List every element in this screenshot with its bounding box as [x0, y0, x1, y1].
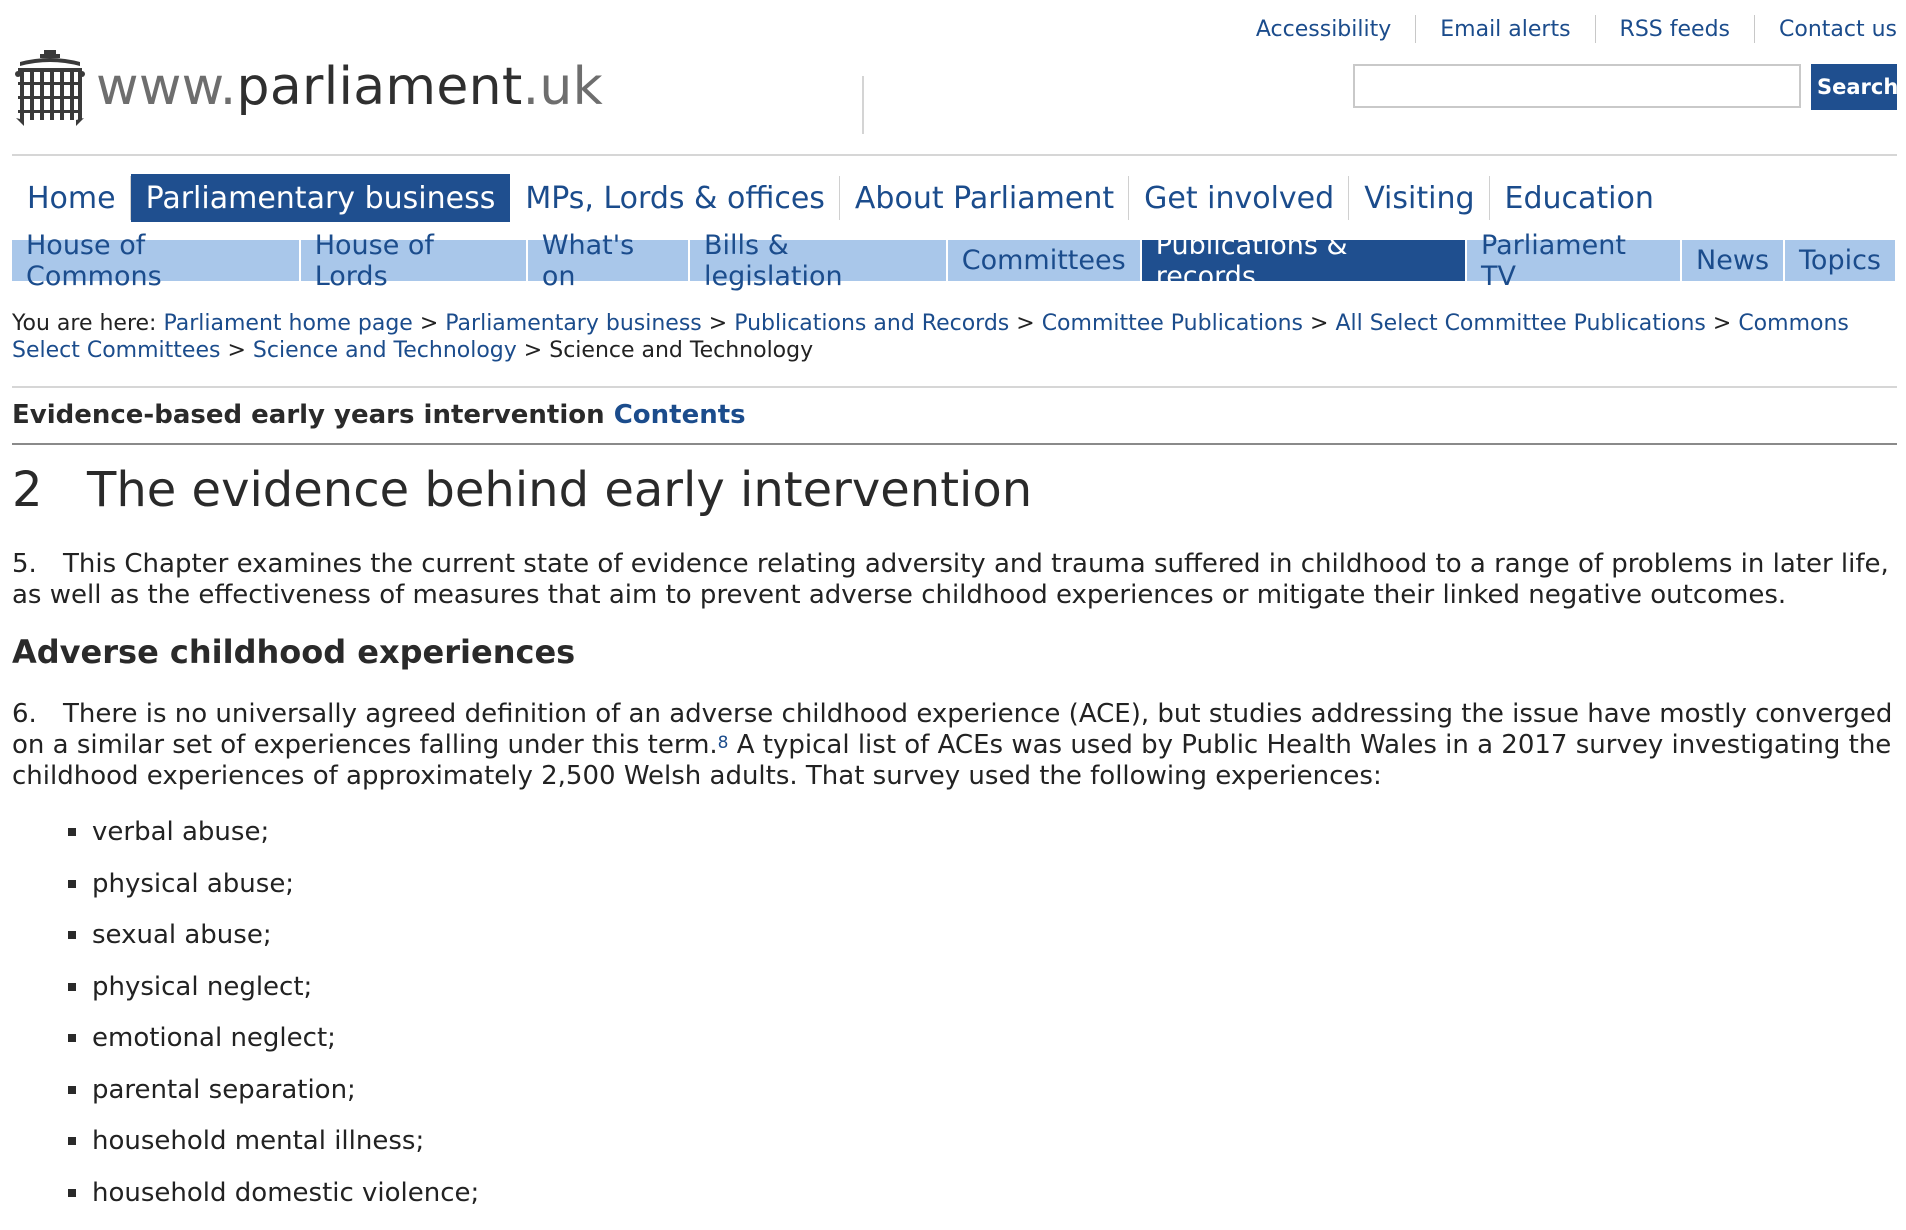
subnav-house-of-commons[interactable]: House of Commons [12, 240, 301, 281]
breadcrumb-separator: > [1712, 311, 1732, 336]
paragraph-5 [12, 549, 1897, 611]
breadcrumb-link[interactable]: Publications and Records [734, 311, 1010, 336]
list-item: verbal abuse; [68, 812, 479, 864]
primary-nav [12, 174, 1669, 222]
subnav-house-of-lords[interactable]: House of Lords [301, 240, 528, 281]
search-button[interactable]: Search [1811, 64, 1897, 110]
accessibility-link[interactable]: Accessibility [1255, 16, 1392, 42]
subnav-committees[interactable]: Committees [948, 240, 1142, 281]
rss-feeds-link[interactable]: RSS feeds [1619, 16, 1730, 42]
list-item: emotional neglect; [68, 1018, 479, 1070]
list-item: household domestic violence; [68, 1173, 479, 1225]
nav-visiting[interactable]: Visiting [1349, 174, 1489, 222]
breadcrumb-link[interactable]: Parliamentary business [445, 311, 702, 336]
nav-about-parliament[interactable]: About Parliament [840, 174, 1129, 222]
nav-education[interactable]: Education [1504, 180, 1654, 216]
chapter-heading [12, 458, 1032, 522]
breadcrumb-link[interactable]: Parliament home page [163, 311, 413, 336]
portcullis-icon [14, 48, 86, 126]
subnav-bills-legislation[interactable]: Bills & legislation [690, 240, 948, 281]
list-item: sexual abuse; [68, 915, 479, 967]
paragraph-6 [12, 699, 1897, 792]
breadcrumb-rule [12, 386, 1897, 388]
utility-links [1232, 15, 1897, 43]
ace-list [68, 812, 479, 1224]
subnav-publications-records[interactable]: Publications & records [1142, 240, 1467, 281]
breadcrumb-separator: > [227, 338, 246, 363]
paragraph-text: There is no universally agreed definition of an adverse childhood experience (ACE), but studies addressing the issue have mostly converged on a similar set of experiences falling under this term. [12, 699, 1893, 760]
breadcrumb-prefix: You are here: [12, 311, 157, 336]
list-item: household mental illness; [68, 1121, 479, 1173]
breadcrumb-separator: > [1310, 311, 1329, 336]
chapter-title: The evidence behind early intervention [87, 462, 1033, 518]
breadcrumb-link[interactable]: Science and Technology [252, 338, 517, 363]
paragraph-number: 5. [12, 549, 37, 579]
logo-text-main: parliament [236, 57, 523, 117]
contents-link[interactable]: Contents [613, 400, 746, 430]
paragraph-number: 6. [12, 699, 37, 729]
breadcrumb-link[interactable]: Committee Publications [1041, 311, 1303, 336]
title-rule [12, 443, 1897, 445]
search-input[interactable] [1353, 64, 1801, 108]
nav-mps-lords-offices[interactable]: MPs, Lords & offices [510, 174, 840, 222]
search-box [1353, 64, 1897, 110]
breadcrumb-separator: > [1016, 311, 1035, 336]
subnav-news[interactable]: News [1682, 240, 1785, 281]
header-divider [862, 76, 864, 134]
breadcrumb-separator: > [523, 338, 543, 363]
list-item: parental separation; [68, 1070, 479, 1122]
paragraph-text: This Chapter examines the current state of evidence relating adversity and trauma suffered in childhood to a range of problems in later life, as well as the effectiveness of measures that aim to prevent adverse childhood experiences or mitigate their linked negative outcomes. [12, 549, 1889, 610]
breadcrumb-link[interactable]: All Select Committee Publications [1335, 311, 1706, 336]
paragraph-text: A typical list of ACEs was used by Public Health Wales in a 2017 survey investigating the childhood experiences of approximately 2,500 Welsh adults. That survey used the following experiences: [12, 730, 1892, 791]
chapter-number: 2 [12, 462, 43, 518]
breadcrumb-separator: > [419, 311, 439, 336]
subnav-parliament-tv[interactable]: Parliament TV [1467, 240, 1682, 281]
subnav-whats-on[interactable]: What's on [528, 240, 690, 281]
logo-text [96, 57, 604, 117]
email-alerts-link[interactable]: Email alerts [1440, 16, 1571, 42]
nav-home[interactable]: Home [12, 174, 131, 222]
nav-get-involved[interactable]: Get involved [1129, 174, 1349, 222]
breadcrumb-link[interactable]: Commons Select Committees [12, 311, 1849, 363]
breadcrumb-current: Science and Technology [549, 338, 814, 363]
site-logo[interactable] [14, 48, 603, 126]
document-title-text: Evidence-based early years intervention [12, 400, 605, 430]
breadcrumb [12, 310, 1897, 364]
footnote-link[interactable]: 8 [717, 733, 729, 753]
logo-text-suffix: .uk [522, 57, 604, 117]
nav-parliamentary-business[interactable]: Parliamentary business [131, 174, 511, 222]
header-rule [12, 154, 1897, 156]
document-title [12, 400, 746, 430]
subnav-topics[interactable]: Topics [1785, 240, 1897, 281]
secondary-nav [12, 229, 1897, 292]
breadcrumb-separator: > [708, 311, 728, 336]
section-heading: Adverse childhood experiences [12, 633, 576, 671]
list-item: physical neglect; [68, 967, 479, 1019]
logo-text-prefix: www. [96, 57, 237, 117]
list-item: physical abuse; [68, 864, 479, 916]
contact-us-link[interactable]: Contact us [1779, 16, 1897, 42]
